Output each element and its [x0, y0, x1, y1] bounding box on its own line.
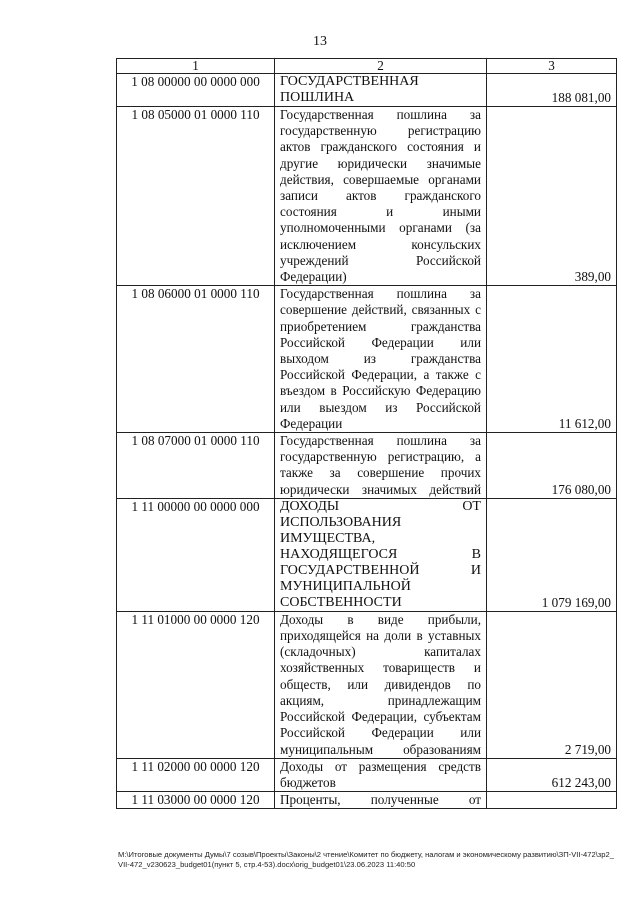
- table-row: [117, 498, 617, 611]
- budget-code: 1 11 02000 00 0000 120: [117, 758, 275, 791]
- budget-code: 1 08 05000 01 0000 110: [117, 107, 275, 286]
- table-row: [117, 286, 617, 433]
- budget-code: 1 11 01000 00 0000 120: [117, 611, 275, 758]
- amount: 389,00: [487, 107, 617, 286]
- budget-code: 1 08 06000 01 0000 110: [117, 286, 275, 433]
- revenue-name: ГОСУДАРСТВЕННАЯ ПОШЛИНА: [275, 74, 487, 107]
- amount: 612 243,00: [487, 758, 617, 791]
- amount: 2 719,00: [487, 611, 617, 758]
- budget-table: [116, 58, 617, 809]
- budget-code: 1 11 00000 00 0000 000: [117, 498, 275, 611]
- amount: 1 079 169,00: [487, 498, 617, 611]
- table-header-row: [117, 59, 617, 74]
- amount: [487, 792, 617, 809]
- table-row: [117, 107, 617, 286]
- revenue-name: Государственная пошлина за государственную регистрацию актов гражданского состояния и другие юридически значимые действия, совершаемые органами записи актов гражданского состояния и иными уполномоченными органами (за исключением консульских учреждений Российской Федерации): [275, 107, 487, 286]
- page-number: 13: [313, 34, 327, 49]
- amount: 11 612,00: [487, 286, 617, 433]
- column-header: 2: [275, 59, 487, 74]
- amount: 188 081,00: [487, 74, 617, 107]
- table-row: [117, 758, 617, 791]
- revenue-name: Государственная пошлина за государственную регистрацию, а также за совершение прочих юридически значимых действий: [275, 433, 487, 499]
- revenue-name: Доходы в виде прибыли, приходящейся на доли в уставных (складочных) капиталах хозяйственных товариществ и обществ, или дивидендов по акциям, принадлежащим Российской Федерации, субъектам Российской Федерации или муниципальным образованиям: [275, 611, 487, 758]
- revenue-name: Проценты, полученные от: [275, 792, 487, 809]
- budget-code: 1 11 03000 00 0000 120: [117, 792, 275, 809]
- file-path-footer: M:\Итоговые документы Думы\7 созыв\Проекты\Законы\2 чтение\Комитет по бюджету, налогам и экономическому развитию\ЗП-VII-472\зр2_VII-472_v230623_budget01(пункт 5, стр.4-53).docx\orig_budget01\23.06.2023 11:40:50: [118, 850, 614, 869]
- budget-code: 1 08 00000 00 0000 000: [117, 74, 275, 107]
- revenue-name: Доходы от размещения средств бюджетов: [275, 758, 487, 791]
- column-header: 1: [117, 59, 275, 74]
- revenue-name: ДОХОДЫ ОТ ИСПОЛЬЗОВАНИЯ ИМУЩЕСТВА, НАХОДЯЩЕГОСЯ В ГОСУДАРСТВЕННОЙ И МУНИЦИПАЛЬНОЙ СОБСТВЕННОСТИ: [275, 498, 487, 611]
- table-row: [117, 433, 617, 499]
- table-row: [117, 792, 617, 809]
- column-header: 3: [487, 59, 617, 74]
- table-row: [117, 611, 617, 758]
- revenue-name: Государственная пошлина за совершение действий, связанных с приобретением гражданства Российской Федерации или выходом из гражданства Российской Федерации, а также с въездом в Российскую Федерацию или выездом из Российской Федерации: [275, 286, 487, 433]
- table-row: [117, 74, 617, 107]
- budget-code: 1 08 07000 01 0000 110: [117, 433, 275, 499]
- amount: 176 080,00: [487, 433, 617, 499]
